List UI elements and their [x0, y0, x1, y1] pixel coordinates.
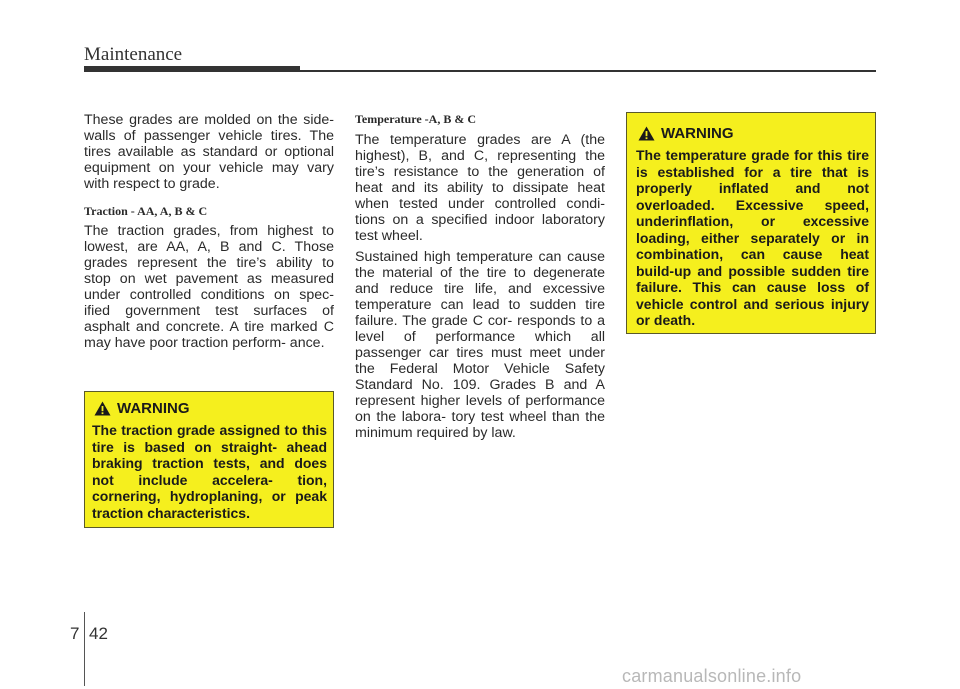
temperature-paragraph: The temperature grades are A (the highest), B, and C, representing the tire’s resistance to the generation of heat and its ability to dissipate heat when tested under controlled condi- tions on a specified indoor laboratory test wheel. [355, 132, 605, 244]
traction-heading: Traction - AA, A, B & C [84, 204, 208, 218]
warning-header [638, 125, 869, 142]
page-section-title: Maintenance [84, 44, 183, 65]
chapter-number: 7 [70, 624, 80, 643]
high-temperature-paragraph: Sustained high temperature can cause the material of the tire to degenerate and reduce tire life, and excessive temperature can lead to sudden tire failure. The grade C cor- responds to a level of performance which all passenger car tires must meet under the Federal Motor Vehicle Safety Standard No. 109. Grades B and A represent higher levels of performance on the labora- tory test wheel than the minimum required by law. [355, 249, 605, 441]
warning-title: WARNING [117, 400, 190, 417]
traction-paragraph: The traction grades, from highest to lowest, are AA, A, B and C. Those grades represent the tire’s ability to stop on wet pavement as measured under controlled conditions on spec- ified government test surfaces of asphalt and concrete. A tire marked C may have poor traction perform- ance. [84, 223, 334, 351]
intro-paragraph: These grades are molded on the side-walls of passenger vehicle tires. The tires available as standard or optional equipment on your vehicle may vary with respect to grade. [84, 112, 334, 192]
warning-text: The temperature grade for this tire is established for a tire that is properly inflated and not overloaded. Excessive speed, underinflation, or excessive loading, either separately or in combination, can cause heat build-up and possible sudden tire failure. This can cause loss of vehicle control and serious injury or death. [636, 147, 869, 328]
left-column [84, 112, 334, 351]
middle-column [355, 112, 605, 441]
watermark: carmanualsonline.info [622, 666, 802, 686]
traction-warning-box [84, 391, 334, 528]
warning-text: The traction grade assigned to this tire is based on straight- ahead braking traction tests, and does not include accelera- tion, cornering, hydroplaning, or peak traction characteristics. [92, 422, 327, 521]
warning-triangle-icon [638, 126, 655, 141]
temperature-heading: Temperature -A, B & C [355, 112, 476, 126]
header-rule-thick [84, 66, 300, 72]
warning-title: WARNING [661, 125, 734, 142]
warning-triangle-icon [94, 401, 111, 416]
footer-divider [84, 612, 85, 686]
temperature-warning-box [626, 112, 876, 334]
header-rule-thin [300, 70, 876, 72]
page-number: 42 [89, 624, 108, 643]
warning-header [94, 400, 327, 417]
